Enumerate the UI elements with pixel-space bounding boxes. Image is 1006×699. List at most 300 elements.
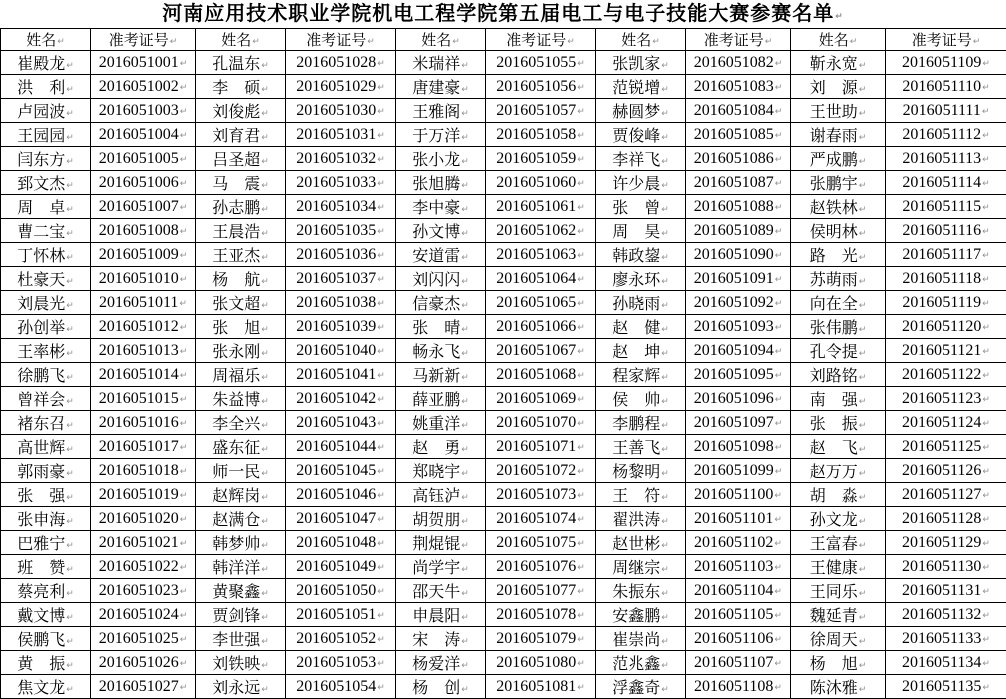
name-cell-text: 徐周天 xyxy=(810,632,858,649)
id-cell-text: 2016051115 xyxy=(902,198,981,215)
paragraph-mark-icon: ↵ xyxy=(775,467,783,477)
id-cell-text: 2016051128 xyxy=(902,510,981,527)
name-cell xyxy=(396,339,486,363)
paragraph-mark-icon: ↵ xyxy=(661,469,669,479)
id-cell xyxy=(286,243,396,267)
table-row xyxy=(1,147,1006,171)
name-cell xyxy=(791,411,886,435)
table-row xyxy=(1,435,1006,459)
id-cell-text: 2016051087 xyxy=(694,174,774,191)
id-cell xyxy=(686,75,791,99)
id-cell-text: 2016051090 xyxy=(694,246,774,263)
name-cell xyxy=(396,411,486,435)
id-cell-text: 2016051051 xyxy=(296,606,376,623)
id-cell-text: 2016051118 xyxy=(902,270,981,287)
name-cell-text: 程家辉 xyxy=(612,368,660,385)
paragraph-mark-icon: ↵ xyxy=(661,253,669,263)
name-cell xyxy=(196,459,286,483)
name-cell xyxy=(596,99,686,123)
name-cell xyxy=(791,75,886,99)
page-title-text: 河南应用技术职业学院机电工程学院第五届电工与电子技能大赛参赛名单 xyxy=(162,3,834,25)
id-cell-text: 2016051058 xyxy=(496,126,576,143)
paragraph-mark-icon: ↵ xyxy=(461,589,469,599)
paragraph-mark-icon: ↵ xyxy=(66,325,74,335)
name-cell xyxy=(196,435,286,459)
id-cell-text: 2016051120 xyxy=(902,318,981,335)
id-cell xyxy=(886,483,1006,507)
paragraph-mark-icon: ↵ xyxy=(661,349,669,359)
name-cell xyxy=(791,123,886,147)
name-cell-text: 曹二宝 xyxy=(17,224,65,241)
paragraph-mark-icon: ↵ xyxy=(859,157,867,167)
id-cell-text: 2016051123 xyxy=(902,390,981,407)
name-cell xyxy=(596,411,686,435)
paragraph-mark-icon: ↵ xyxy=(261,109,269,119)
paragraph-mark-icon: ↵ xyxy=(377,515,385,525)
name-cell xyxy=(1,243,91,267)
paragraph-mark-icon: ↵ xyxy=(775,371,783,381)
name-cell-text: 张伟鹏 xyxy=(810,320,858,337)
name-cell xyxy=(791,459,886,483)
name-cell xyxy=(791,579,886,603)
paragraph-mark-icon: ↵ xyxy=(377,227,385,237)
id-cell-text: 2016051122 xyxy=(902,366,981,383)
name-cell-text: 巴雅宁 xyxy=(17,536,65,553)
name-cell-text: 韩梦帅 xyxy=(212,536,260,553)
paragraph-mark-icon: ↵ xyxy=(180,203,188,213)
id-cell-text: 2016051026 xyxy=(99,654,179,671)
id-cell-text: 2016051063 xyxy=(496,246,576,263)
name-column-header-text: 姓名 xyxy=(421,33,451,49)
paragraph-mark-icon: ↵ xyxy=(377,419,385,429)
id-cell-text: 2016051099 xyxy=(694,462,774,479)
name-cell xyxy=(196,627,286,651)
id-cell xyxy=(91,171,196,195)
paragraph-mark-icon: ↵ xyxy=(850,37,858,47)
id-cell xyxy=(886,363,1006,387)
name-cell xyxy=(396,507,486,531)
name-column-header xyxy=(396,29,486,51)
id-cell xyxy=(286,675,396,699)
id-cell xyxy=(91,411,196,435)
name-cell xyxy=(196,123,286,147)
name-cell-text: 郑晓宇 xyxy=(412,464,460,481)
paragraph-mark-icon: ↵ xyxy=(774,683,782,693)
name-cell xyxy=(596,123,686,147)
paragraph-mark-icon: ↵ xyxy=(180,659,188,669)
id-cell xyxy=(91,291,196,315)
id-cell xyxy=(486,243,596,267)
page-title xyxy=(0,0,1006,28)
name-cell xyxy=(1,123,91,147)
id-cell-text: 2016051105 xyxy=(694,606,773,623)
id-cell xyxy=(286,507,396,531)
paragraph-mark-icon: ↵ xyxy=(66,469,74,479)
id-cell xyxy=(91,627,196,651)
paragraph-mark-icon: ↵ xyxy=(261,517,269,527)
paragraph-mark-icon: ↵ xyxy=(661,397,669,407)
id-cell xyxy=(486,147,596,171)
paragraph-mark-icon: ↵ xyxy=(775,83,783,93)
id-cell xyxy=(886,627,1006,651)
id-cell-text: 2016051014 xyxy=(99,366,179,383)
paragraph-mark-icon: ↵ xyxy=(261,181,269,191)
paragraph-mark-icon: ↵ xyxy=(57,37,65,47)
name-cell xyxy=(396,651,486,675)
name-cell xyxy=(791,315,886,339)
name-cell xyxy=(791,291,886,315)
id-cell xyxy=(486,459,596,483)
name-cell-text: 张 强 xyxy=(17,488,65,505)
id-cell xyxy=(886,99,1006,123)
id-cell-text: 2016051094 xyxy=(694,342,774,359)
name-column-header xyxy=(1,29,91,51)
name-cell-text: 盛东征 xyxy=(212,440,260,457)
id-cell xyxy=(91,675,196,699)
name-column-header xyxy=(196,29,286,51)
table-row xyxy=(1,555,1006,579)
id-cell xyxy=(286,171,396,195)
name-cell xyxy=(396,195,486,219)
paragraph-mark-icon: ↵ xyxy=(577,59,585,69)
paragraph-mark-icon: ↵ xyxy=(261,133,269,143)
name-cell-text: 丁怀林 xyxy=(17,248,65,265)
table-row xyxy=(1,651,1006,675)
paragraph-mark-icon: ↵ xyxy=(66,205,74,215)
paragraph-mark-icon: ↵ xyxy=(661,613,669,623)
paragraph-mark-icon: ↵ xyxy=(859,541,867,551)
id-cell-text: 2016051015 xyxy=(99,390,179,407)
name-cell xyxy=(1,387,91,411)
paragraph-mark-icon: ↵ xyxy=(377,203,385,213)
paragraph-mark-icon: ↵ xyxy=(66,589,74,599)
paragraph-mark-icon: ↵ xyxy=(461,277,469,287)
id-cell-text: 2016051109 xyxy=(902,54,981,71)
id-cell xyxy=(686,51,791,75)
paragraph-mark-icon: ↵ xyxy=(661,229,669,239)
id-cell-text: 2016051101 xyxy=(694,510,773,527)
name-cell xyxy=(196,507,286,531)
id-cell xyxy=(886,555,1006,579)
id-cell-text: 2016051117 xyxy=(902,246,981,263)
id-cell xyxy=(91,603,196,627)
paragraph-mark-icon: ↵ xyxy=(377,659,385,669)
id-cell xyxy=(91,387,196,411)
paragraph-mark-icon: ↵ xyxy=(180,275,188,285)
paragraph-mark-icon: ↵ xyxy=(180,347,188,357)
id-cell xyxy=(286,195,396,219)
table-row xyxy=(1,51,1006,75)
id-cell-text: 2016051018 xyxy=(99,462,179,479)
paragraph-mark-icon: ↵ xyxy=(775,251,783,261)
name-cell-text: 周继宗 xyxy=(612,560,660,577)
id-cell-text: 2016051100 xyxy=(694,486,773,503)
name-cell xyxy=(1,675,91,699)
paragraph-mark-icon: ↵ xyxy=(180,395,188,405)
paragraph-mark-icon: ↵ xyxy=(577,635,585,645)
id-cell-text: 2016051017 xyxy=(99,438,179,455)
paragraph-mark-icon: ↵ xyxy=(859,613,867,623)
paragraph-mark-icon: ↵ xyxy=(577,539,585,549)
paragraph-mark-icon: ↵ xyxy=(66,613,74,623)
id-cell-text: 2016051010 xyxy=(99,270,179,287)
name-cell xyxy=(1,339,91,363)
roster-header xyxy=(1,29,1006,51)
id-cell xyxy=(91,243,196,267)
id-cell xyxy=(686,243,791,267)
paragraph-mark-icon: ↵ xyxy=(461,181,469,191)
paragraph-mark-icon: ↵ xyxy=(180,539,188,549)
id-cell xyxy=(886,243,1006,267)
paragraph-mark-icon: ↵ xyxy=(859,277,867,287)
id-cell-text: 2016051097 xyxy=(694,414,774,431)
paragraph-mark-icon: ↵ xyxy=(859,373,867,383)
id-cell xyxy=(486,291,596,315)
id-cell-text: 2016051004 xyxy=(99,126,179,143)
paragraph-mark-icon: ↵ xyxy=(66,181,74,191)
name-cell-text: 王率彬 xyxy=(17,344,65,361)
id-cell xyxy=(486,315,596,339)
name-cell-text: 刘育君 xyxy=(212,128,260,145)
paragraph-mark-icon: ↵ xyxy=(577,155,585,165)
id-cell-text: 2016051028 xyxy=(296,54,376,71)
name-cell xyxy=(1,555,91,579)
name-cell xyxy=(1,363,91,387)
id-cell-text: 2016051091 xyxy=(694,270,774,287)
paragraph-mark-icon: ↵ xyxy=(982,587,990,597)
id-cell xyxy=(286,99,396,123)
name-cell xyxy=(596,267,686,291)
name-cell-text: 王亚杰 xyxy=(212,248,260,265)
paragraph-mark-icon: ↵ xyxy=(461,421,469,431)
id-cell-text: 2016051037 xyxy=(296,270,376,287)
paragraph-mark-icon: ↵ xyxy=(577,467,585,477)
paragraph-mark-icon: ↵ xyxy=(973,37,981,47)
paragraph-mark-icon: ↵ xyxy=(577,491,585,501)
name-cell xyxy=(596,531,686,555)
paragraph-mark-icon: ↵ xyxy=(66,397,74,407)
paragraph-mark-icon: ↵ xyxy=(66,373,74,383)
name-cell-text: 尚学宇 xyxy=(412,560,460,577)
name-cell-text: 赫圆梦 xyxy=(612,104,660,121)
name-cell-text: 韩洋洋 xyxy=(212,560,260,577)
paragraph-mark-icon: ↵ xyxy=(982,203,990,213)
id-cell xyxy=(486,579,596,603)
id-cell-text: 2016051066 xyxy=(496,318,576,335)
name-cell xyxy=(791,243,886,267)
id-cell-text: 2016051043 xyxy=(296,414,376,431)
paragraph-mark-icon: ↵ xyxy=(180,179,188,189)
paragraph-mark-icon: ↵ xyxy=(982,635,990,645)
name-cell xyxy=(396,363,486,387)
paragraph-mark-icon: ↵ xyxy=(982,155,990,165)
paragraph-mark-icon: ↵ xyxy=(577,659,585,669)
name-cell-text: 李 硕 xyxy=(212,80,260,97)
name-cell xyxy=(196,291,286,315)
name-cell-text: 刘永远 xyxy=(212,680,260,697)
id-cell-text: 2016051072 xyxy=(496,462,576,479)
id-cell-text: 2016051077 xyxy=(496,582,576,599)
name-cell xyxy=(596,435,686,459)
id-column-header-text: 准考证号 xyxy=(912,33,972,49)
id-cell xyxy=(886,291,1006,315)
name-cell-text: 刘路铭 xyxy=(810,368,858,385)
name-cell xyxy=(196,243,286,267)
name-cell-text: 张文超 xyxy=(212,296,260,313)
paragraph-mark-icon: ↵ xyxy=(775,347,783,357)
name-cell xyxy=(596,483,686,507)
table-row xyxy=(1,579,1006,603)
id-cell-text: 2016051067 xyxy=(496,342,576,359)
paragraph-mark-icon: ↵ xyxy=(661,85,669,95)
id-cell-text: 2016051035 xyxy=(296,222,376,239)
paragraph-mark-icon: ↵ xyxy=(982,107,990,117)
paragraph-mark-icon: ↵ xyxy=(261,493,269,503)
name-cell-text: 申晨阳 xyxy=(412,608,460,625)
id-cell xyxy=(686,579,791,603)
id-cell xyxy=(91,579,196,603)
paragraph-mark-icon: ↵ xyxy=(577,347,585,357)
id-cell-text: 2016051032 xyxy=(296,150,376,167)
name-cell xyxy=(196,363,286,387)
paragraph-mark-icon: ↵ xyxy=(775,227,783,237)
name-cell-text: 刘 源 xyxy=(810,80,858,97)
paragraph-mark-icon: ↵ xyxy=(180,635,188,645)
id-cell-text: 2016051003 xyxy=(99,102,179,119)
paragraph-mark-icon: ↵ xyxy=(261,349,269,359)
id-cell xyxy=(686,123,791,147)
paragraph-mark-icon: ↵ xyxy=(567,37,575,47)
id-cell xyxy=(91,195,196,219)
name-cell-text: 韩政鋆 xyxy=(612,248,660,265)
paragraph-mark-icon: ↵ xyxy=(774,563,782,573)
paragraph-mark-icon: ↵ xyxy=(461,613,469,623)
id-cell xyxy=(886,147,1006,171)
id-cell xyxy=(91,459,196,483)
id-cell-text: 2016051019 xyxy=(99,486,179,503)
paragraph-mark-icon: ↵ xyxy=(180,131,188,141)
name-cell xyxy=(196,579,286,603)
name-cell xyxy=(596,147,686,171)
paragraph-mark-icon: ↵ xyxy=(261,301,269,311)
paragraph-mark-icon: ↵ xyxy=(859,229,867,239)
name-cell-text: 徐鹏飞 xyxy=(17,368,65,385)
paragraph-mark-icon: ↵ xyxy=(661,205,669,215)
name-cell xyxy=(1,315,91,339)
table-row xyxy=(1,627,1006,651)
paragraph-mark-icon: ↵ xyxy=(180,251,188,261)
name-cell xyxy=(596,579,686,603)
paragraph-mark-icon: ↵ xyxy=(982,59,990,69)
paragraph-mark-icon: ↵ xyxy=(261,229,269,239)
name-cell-text: 王健康 xyxy=(810,560,858,577)
id-cell xyxy=(486,363,596,387)
id-cell xyxy=(686,147,791,171)
name-cell xyxy=(196,339,286,363)
id-cell-text: 2016051046 xyxy=(296,486,376,503)
id-cell xyxy=(486,483,596,507)
paragraph-mark-icon: ↵ xyxy=(66,685,74,695)
paragraph-mark-icon: ↵ xyxy=(982,419,990,429)
id-cell xyxy=(486,603,596,627)
name-cell-text: 孙志鹏 xyxy=(212,200,260,217)
name-cell-text: 王晨浩 xyxy=(212,224,260,241)
id-cell-text: 2016051034 xyxy=(296,198,376,215)
id-cell-text: 2016051116 xyxy=(902,222,981,239)
paragraph-mark-icon: ↵ xyxy=(661,541,669,551)
paragraph-mark-icon: ↵ xyxy=(661,181,669,191)
paragraph-mark-icon: ↵ xyxy=(982,131,990,141)
name-cell-text: 杨爱洋 xyxy=(412,656,460,673)
name-cell xyxy=(791,603,886,627)
id-cell xyxy=(91,219,196,243)
paragraph-mark-icon: ↵ xyxy=(661,277,669,287)
id-cell xyxy=(286,147,396,171)
name-cell xyxy=(791,675,886,699)
id-cell-text: 2016051006 xyxy=(99,174,179,191)
id-cell-text: 2016051111 xyxy=(903,102,981,119)
id-cell xyxy=(886,387,1006,411)
name-cell xyxy=(791,195,886,219)
id-cell xyxy=(886,411,1006,435)
name-cell xyxy=(791,147,886,171)
name-cell-text: 周 昊 xyxy=(612,224,660,241)
id-cell-text: 2016051047 xyxy=(296,510,376,527)
name-cell-text: 米瑞祥 xyxy=(412,56,460,73)
id-cell-text: 2016051012 xyxy=(99,318,179,335)
paragraph-mark-icon: ↵ xyxy=(377,443,385,453)
paragraph-mark-icon: ↵ xyxy=(461,685,469,695)
name-cell-text: 张 振 xyxy=(810,416,858,433)
paragraph-mark-icon: ↵ xyxy=(774,659,782,669)
paragraph-mark-icon: ↵ xyxy=(180,419,188,429)
name-cell xyxy=(596,219,686,243)
paragraph-mark-icon: ↵ xyxy=(66,517,74,527)
id-cell xyxy=(286,315,396,339)
id-cell-text: 2016051093 xyxy=(694,318,774,335)
name-cell xyxy=(396,291,486,315)
name-cell xyxy=(396,483,486,507)
id-column-header xyxy=(486,29,596,51)
id-cell-text: 2016051071 xyxy=(496,438,576,455)
table-row xyxy=(1,603,1006,627)
name-cell-text: 赵 健 xyxy=(612,320,660,337)
name-column-header xyxy=(791,29,886,51)
name-cell-text: 孙文龙 xyxy=(810,512,858,529)
paragraph-mark-icon: ↵ xyxy=(377,83,385,93)
id-cell xyxy=(91,531,196,555)
name-cell-text: 唐建豪 xyxy=(412,80,460,97)
name-cell xyxy=(396,531,486,555)
paragraph-mark-icon: ↵ xyxy=(982,443,990,453)
id-cell xyxy=(686,411,791,435)
name-cell-text: 刘晨光 xyxy=(17,296,65,313)
paragraph-mark-icon: ↵ xyxy=(377,635,385,645)
paragraph-mark-icon: ↵ xyxy=(461,469,469,479)
name-cell xyxy=(596,291,686,315)
paragraph-mark-icon: ↵ xyxy=(577,83,585,93)
paragraph-mark-icon: ↵ xyxy=(377,275,385,285)
name-cell-text: 贾俊峰 xyxy=(612,128,660,145)
id-cell-text: 2016051082 xyxy=(694,54,774,71)
paragraph-mark-icon: ↵ xyxy=(661,157,669,167)
name-cell xyxy=(596,459,686,483)
name-cell-text: 范兆鑫 xyxy=(612,656,660,673)
paragraph-mark-icon: ↵ xyxy=(661,301,669,311)
paragraph-mark-icon: ↵ xyxy=(377,347,385,357)
paragraph-mark-icon: ↵ xyxy=(461,109,469,119)
id-cell-text: 2016051135 xyxy=(902,678,981,695)
